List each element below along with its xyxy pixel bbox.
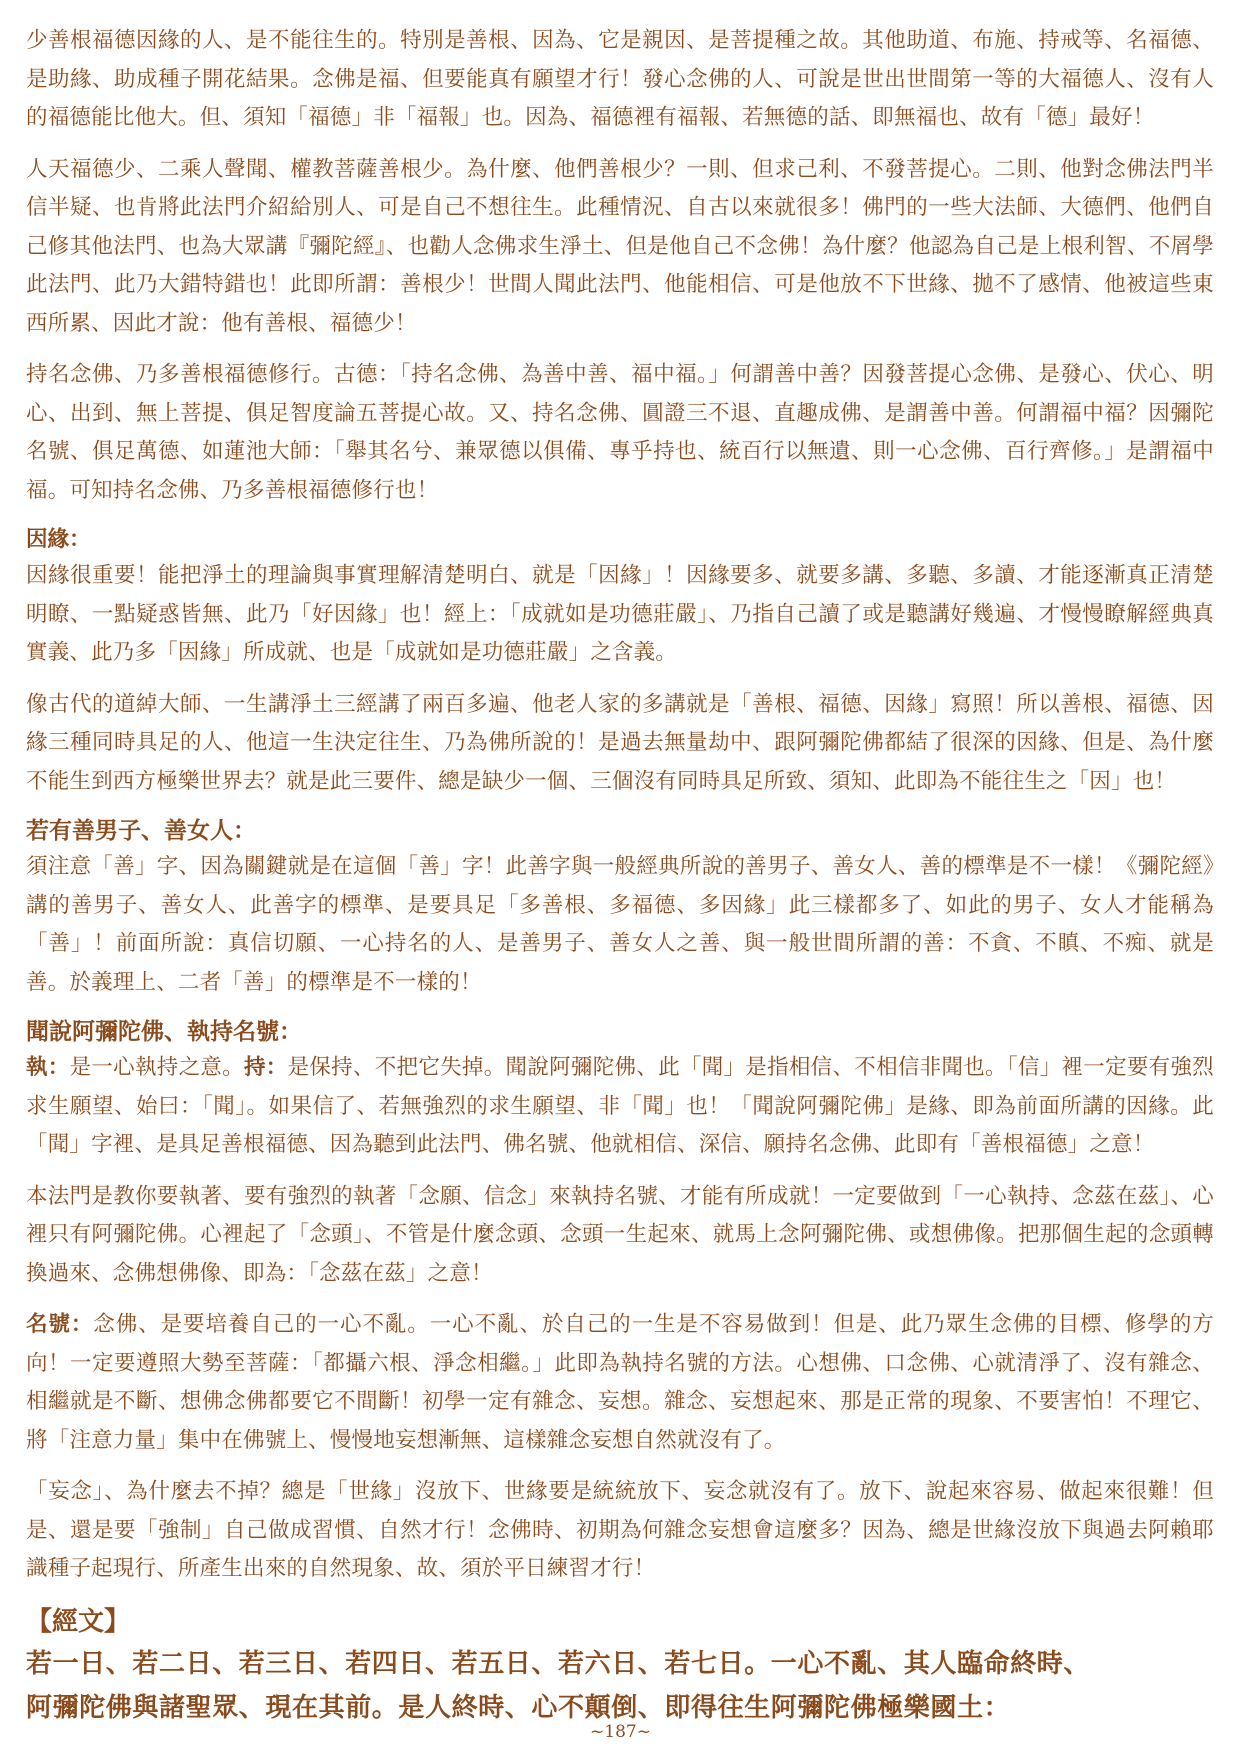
sutra-line-2: 阿彌陀佛與諸聖眾、現在其前。是人終時、心不顛倒、即得往生阿彌陀佛極樂國土： xyxy=(26,1692,1011,1723)
paragraph-3: 持名念佛、乃多善根福德修行。古德：「持名念佛、為善中善、福中福。」何謂善中善？因發菩提心念佛、是發心、伏心、明心、出到、無上菩提、俱足智度論五菩提心故。又、持名念佛、圓證三不退、直趣成佛、是謂善中善。何謂福中福？因彌陀名號、俱足萬德、如蓮池大師：「舉其名兮、兼眾德以俱備、專乎持也、統百行以無遺、則一心念佛、百行齊修。」是謂福中福。可知持名念佛、乃多善根福德修行也！ xyxy=(26,362,1214,503)
paragraph-2: 人天福德少、二乘人聲聞、權教菩薩善根少。為什麼、他們善根少？一則、但求己利、不發菩提心。二則、他對念佛法門半信半疑、也肯將此法門介紹給別人、可是自己不想往生。此種情況、自古以來就很多！佛門的一些大法師、大德們、他們自己修其他法門、也為大眾講『彌陀經』、也勸人念佛求生淨土、但是他自己不念佛！為什麼？他認為自己是上根利智、不屑學此法門、此乃大錯特錯也！此即所謂：善根少！世間人聞此法門、他能相信、可是他放不下世緣、拋不了感情、他被這些東西所累、因此才說：他有善根、福德少！ xyxy=(26,156,1214,336)
sutra-line-1: 若一日、若二日、若三日、若四日、若五日、若六日、若七日。一心不亂、其人臨命終時、 xyxy=(26,1648,1091,1679)
paragraph-minghao xyxy=(26,1306,1214,1460)
paragraph-yinyuan-2: 像古代的道綽大師、一生講淨土三經講了兩百多遍、他老人家的多講就是「善根、福德、因緣」寫照！所以善根、福德、因緣三種同時具足的人、他這一生決定往生、乃為佛所說的！是過去無量劫中、跟阿彌陀佛都結了很深的因緣、但是、為什麼不能生到西方極樂世界去？就是此三要件、總是缺少一個、三個沒有同時具足所致、須知、此即為不能往生之「因」也！ xyxy=(26,691,1214,794)
paragraph-yinyuan-1: 因緣很重要！能把淨土的理論與事實理解清楚明白、就是「因緣」！因緣要多、就要多講、多聽、多讀、才能逐漸真正清楚明瞭、一點疑惑皆無、此乃「好因緣」也！經上：「成就如是功德莊嚴」、乃指自己讀了或是聽講好幾遍、才慢慢瞭解經典真實義、此乃多「因緣」所成就、也是「成就如是功德莊嚴」之含義。 xyxy=(26,563,1214,665)
sutra-heading: 【經文】 xyxy=(26,1606,131,1637)
page-number: ~187~ xyxy=(590,1722,651,1742)
document-body xyxy=(26,22,1214,1730)
paragraph-zhichi xyxy=(26,1049,1214,1165)
heading-yinyuan: 因緣： xyxy=(26,527,91,552)
paragraph-zhizhuo: 本法門是教你要執著、要有強烈的執著「念願、信念」來執持名號、才能有所成就！一定要做到「一心執持、念茲在茲」、心裡只有阿彌陀佛。心裡起了「念頭」、不管是什麼念頭、念頭一生起來、就馬上念阿彌陀佛、或想佛像。把那個生起的念頭轉換過來、念佛想佛像、即為：「念茲在茲」之意！ xyxy=(26,1183,1214,1286)
paragraph-shannanzi: 須注意「善」字、因為關鍵就是在這個「善」字！此善字與一般經典所說的善男子、善女人、善的標準是不一樣！《彌陀經》講的善男子、善女人、此善字的標準、是要具足「多善根、多福德、多因緣」此三樣都多了、如此的男子、女人才能稱為「善」！前面所說：真信切願、一心持名的人、是善男子、善女人之善、與一般世間所謂的善：不貪、不瞋、不痴、就是善。於義理上、二者「善」的標準是不一樣的！ xyxy=(26,854,1214,995)
text-minghao: 念佛、是要培養自己的一心不亂。一心不亂、於自己的一生是不容易做到！但是、此乃眾生念佛的目標、修學的方向！一定要遵照大勢至菩薩：「都攝六根、淨念相繼。」此即為執持名號的方法。心想佛、口念佛、心就清淨了、沒有雜念、相繼就是不斷、想佛念佛都要它不間斷！初學一定有雜念、妄想。雜念、妄想起來、那是正常的現象、不要害怕！不理它、將「注意力量」集中在佛號上、慢慢地妄想漸無、這樣雜念妄想自然就沒有了。 xyxy=(26,1312,1214,1453)
text-zhi: 是一心執持之意。 xyxy=(69,1055,244,1080)
term-zhi: 執： xyxy=(26,1055,70,1080)
term-minghao: 名號： xyxy=(26,1312,94,1337)
term-chi: 持： xyxy=(243,1055,288,1080)
text-chi: 是保持、不把它失掉。聞說阿彌陀佛、此「聞」是指相信、不相信非聞也。「信」裡一定要有強烈求生願望、始曰：「聞」。如果信了、若無強烈的求生願望、非「聞」也！「聞說阿彌陀佛」是緣、即為前面所講的因緣。此「聞」字裡、是具足善根福德、因為聽到此法門、佛名號、他就相信、深信、願持名念佛、此即有「善根福德」之意！ xyxy=(26,1055,1214,1157)
heading-shannanzi: 若有善男子、善女人： xyxy=(26,817,256,844)
heading-wenshuo: 聞說阿彌陀佛、執持名號： xyxy=(26,1018,302,1045)
paragraph-1: 少善根福德因緣的人、是不能往生的。特別是善根、因為、它是親因、是菩提種之故。其他助道、布施、持戒等、名福德、是助緣、助成種子開花結果。念佛是福、但要能真有願望才行！發心念佛的人、可說是世出世間第一等的大福德人、沒有人的福德能比他大。但、須知「福德」非「福報」也。因為、福德裡有福報、若無德的話、即無福也、故有「德」最好！ xyxy=(26,28,1214,130)
paragraph-wangnian: 「妄念」、為什麼去不掉？總是「世緣」沒放下、世緣要是統統放下、妄念就沒有了。放下、說起來容易、做起來很難！但是、還是要「強制」自己做成習慣、自然才行！念佛時、初期為何雜念妄想會這麼多？因為、總是世緣沒放下與過去阿賴耶識種子起現行、所產生出來的自然現象、故、須於平日練習才行！ xyxy=(26,1479,1214,1581)
